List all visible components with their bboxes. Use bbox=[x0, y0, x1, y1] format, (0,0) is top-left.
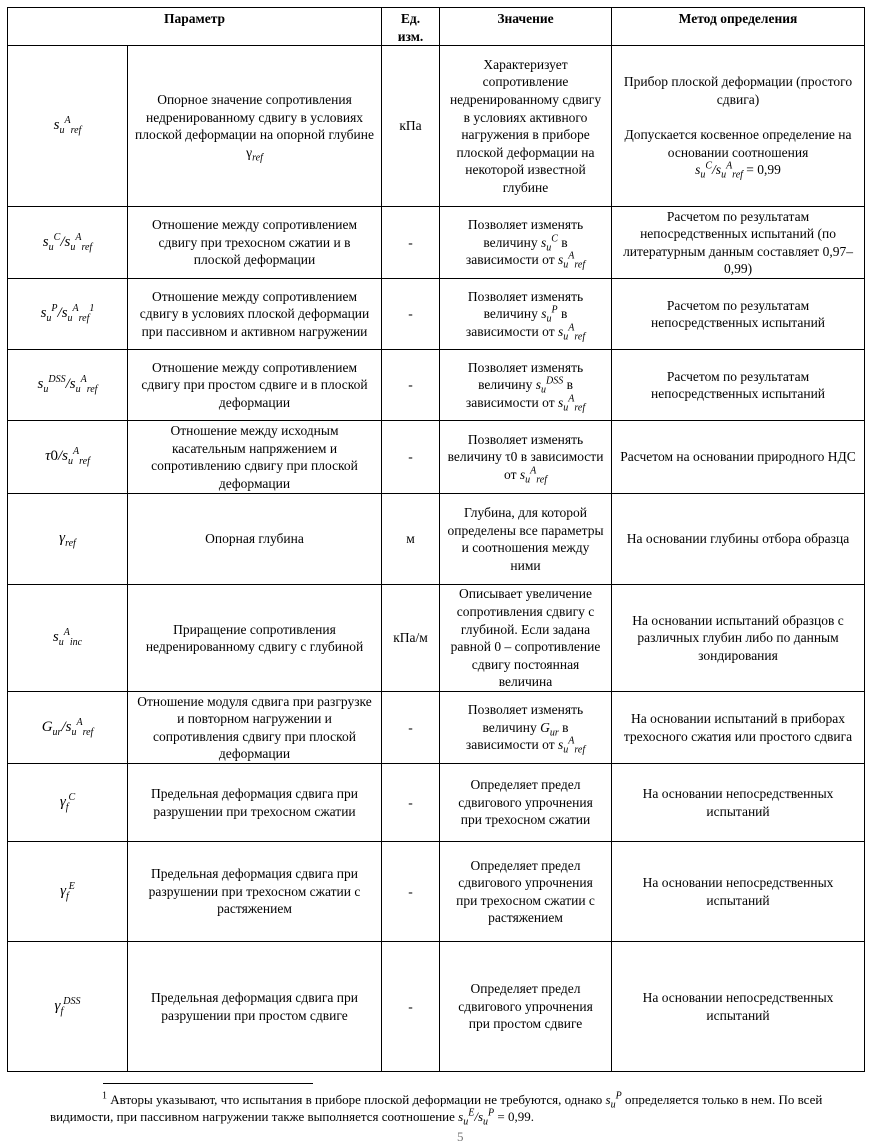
text-segment: ref bbox=[536, 474, 547, 486]
symbol-cell bbox=[8, 692, 128, 764]
text-segment: γ bbox=[59, 530, 66, 547]
text-segment: A bbox=[568, 735, 575, 747]
description-cell bbox=[128, 350, 382, 421]
text-segment: Расчетом по результатам непосредственных испытаний bbox=[651, 368, 826, 402]
value-cell bbox=[440, 692, 612, 764]
header-param: Параметр bbox=[8, 8, 382, 46]
text-segment: A bbox=[63, 627, 70, 639]
text-segment: /s bbox=[57, 305, 68, 322]
text-segment: A bbox=[530, 465, 537, 477]
text-segment: На основании испытаний образцов с различных глубин либо по данным зондирования bbox=[632, 612, 844, 663]
text-segment: Опорная глубина bbox=[205, 531, 304, 547]
text-segment: u bbox=[70, 241, 76, 253]
text-segment: u bbox=[546, 314, 552, 326]
table-row bbox=[8, 842, 865, 942]
method-cell bbox=[612, 494, 865, 585]
method-cell bbox=[612, 279, 865, 350]
value-cell bbox=[440, 764, 612, 842]
text-segment: A bbox=[72, 303, 79, 315]
text-segment: s bbox=[40, 305, 47, 322]
text-segment: f bbox=[60, 1005, 64, 1017]
text-segment: На основании испытаний в приборах трехосного сжатия или простого сдвига bbox=[623, 711, 853, 744]
table-row bbox=[8, 207, 865, 279]
method-cell bbox=[612, 46, 865, 207]
text-segment: в зависимости от bbox=[465, 719, 569, 753]
text-segment: На основании глубины отбора образца bbox=[626, 531, 850, 547]
text-segment: Расчетом по результатам непосредственных испытаний bbox=[651, 297, 826, 331]
value-cell bbox=[440, 494, 612, 585]
text-segment: u bbox=[700, 170, 706, 182]
text-segment: γ bbox=[60, 882, 67, 899]
text-segment: u bbox=[540, 385, 546, 397]
description-cell bbox=[128, 207, 382, 279]
text-segment: 0 bbox=[510, 449, 518, 465]
symbol-cell bbox=[8, 421, 128, 494]
symbol-cell bbox=[8, 764, 128, 842]
text-segment: Глубина, для которой определены все параметры и соотношения между ними bbox=[447, 505, 604, 573]
value-cell bbox=[440, 942, 612, 1072]
unit-cell: - bbox=[382, 350, 440, 421]
symbol-cell bbox=[8, 279, 128, 350]
text-segment: ref bbox=[574, 260, 586, 272]
text-segment: u bbox=[59, 125, 65, 137]
text-segment: Позволяет изменять величину bbox=[467, 702, 584, 735]
text-segment: γ bbox=[59, 793, 66, 810]
method-cell bbox=[612, 350, 865, 421]
text-segment: s bbox=[519, 466, 526, 482]
text-segment: s bbox=[42, 233, 49, 250]
text-segment: Предельная деформация сдвига при разрушении при простом сдвиге bbox=[151, 990, 358, 1023]
method-cell bbox=[612, 942, 865, 1072]
text-segment: ref bbox=[574, 402, 586, 414]
page-number: 5 bbox=[457, 1129, 464, 1144]
value-cell bbox=[440, 207, 612, 279]
text-segment: Определяет предел сдвигового упрочнения при трехосном сжатии bbox=[458, 777, 593, 828]
table-row bbox=[8, 942, 865, 1072]
text-segment: /s bbox=[65, 376, 76, 393]
text-segment: Позволяет изменять величину bbox=[467, 217, 584, 250]
text-segment: P bbox=[51, 303, 58, 315]
footnote-text bbox=[50, 1090, 823, 1128]
text-segment: Расчетом на основании природного НДС bbox=[620, 449, 856, 465]
table-row bbox=[8, 350, 865, 421]
text-segment: s bbox=[53, 117, 60, 134]
text-segment: C bbox=[705, 160, 713, 172]
value-cell bbox=[440, 279, 612, 350]
text-segment: s bbox=[37, 376, 44, 393]
symbol-cell bbox=[8, 350, 128, 421]
text-segment: s bbox=[558, 394, 564, 410]
text-segment: ref bbox=[574, 745, 586, 757]
text-segment: Отношение между сопротивлением сдвигу при простом сдвиге и в плоской деформации bbox=[141, 359, 368, 410]
value-cell bbox=[440, 421, 612, 494]
footnote-separator bbox=[103, 1083, 313, 1084]
text-segment: Расчетом по результатам непосредственных испытаний (по литературным данным составляет 0,97–0,99) bbox=[623, 208, 853, 277]
text-segment: u bbox=[68, 456, 74, 468]
method-cell bbox=[612, 842, 865, 942]
description-cell bbox=[128, 842, 382, 942]
table-row bbox=[8, 494, 865, 585]
table-row bbox=[8, 279, 865, 350]
unit-cell: - bbox=[382, 842, 440, 942]
unit-cell: - bbox=[382, 207, 440, 279]
table-row bbox=[8, 421, 865, 494]
text-segment: C bbox=[68, 791, 76, 803]
description-cell bbox=[128, 585, 382, 692]
text-segment: /s bbox=[61, 718, 72, 735]
text-segment: s bbox=[558, 737, 564, 753]
text-segment: ref bbox=[574, 331, 586, 343]
text-segment: Отношение между сопротивлением сдвигу при трехосном сжатии и в плоской деформации bbox=[152, 217, 358, 268]
text-segment: Предельная деформация сдвига при разрушении при трехосном сжатии с растяжением bbox=[148, 866, 361, 917]
text-segment: /s bbox=[60, 233, 71, 250]
unit-cell: - bbox=[382, 942, 440, 1072]
text-segment: A bbox=[73, 446, 80, 458]
text-segment: u bbox=[563, 331, 569, 343]
text-segment: в зависимости от bbox=[465, 306, 568, 339]
text-segment: u bbox=[563, 260, 569, 272]
text-segment: в зависимости от bbox=[504, 449, 604, 482]
description-cell bbox=[128, 764, 382, 842]
text-segment: s bbox=[558, 252, 564, 268]
value-cell bbox=[440, 585, 612, 692]
text-segment: Прибор плоской деформации (простого сдвига) bbox=[623, 74, 853, 107]
description-cell bbox=[128, 494, 382, 585]
text-segment: u bbox=[563, 402, 569, 414]
symbol-cell bbox=[8, 942, 128, 1072]
text-segment: Определяет предел сдвигового упрочнения при трехосном сжатии с растяжением bbox=[456, 857, 595, 926]
text-segment: На основании непосредственных испытаний bbox=[642, 875, 834, 908]
footnote bbox=[50, 1090, 840, 1128]
text-segment: Опорное значение сопротивления недренированному сдвигу в условиях плоской деформации на опорной глубине γ bbox=[135, 92, 374, 160]
unit-cell: - bbox=[382, 421, 440, 494]
text-segment: G bbox=[540, 719, 550, 735]
text-segment: G bbox=[41, 718, 53, 735]
text-segment: s bbox=[695, 162, 701, 178]
symbol-cell bbox=[8, 494, 128, 585]
text-segment: ur bbox=[52, 726, 62, 738]
method-cell bbox=[612, 421, 865, 494]
description-cell bbox=[128, 942, 382, 1072]
text-segment: u bbox=[43, 384, 49, 396]
method-cell bbox=[612, 207, 865, 279]
text-segment: P bbox=[551, 304, 558, 316]
text-segment: E bbox=[468, 1107, 475, 1119]
text-segment: u bbox=[525, 474, 531, 486]
table-row bbox=[8, 585, 865, 692]
text-segment: Авторы указывают, что испытания в приборе плоской деформации не требуются, однако bbox=[107, 1092, 606, 1107]
unit-cell: - bbox=[382, 692, 440, 764]
text-segment: u bbox=[546, 242, 552, 254]
text-segment: A bbox=[75, 231, 82, 243]
text-segment: ref bbox=[70, 125, 82, 137]
text-segment: A bbox=[568, 393, 575, 405]
parameters-table bbox=[7, 7, 865, 1072]
text-segment: ref bbox=[86, 384, 98, 396]
text-segment: /s bbox=[712, 162, 722, 178]
text-segment: u bbox=[46, 313, 52, 325]
text-segment: P bbox=[615, 1090, 622, 1102]
text-segment: u bbox=[75, 384, 81, 396]
text-segment: s bbox=[540, 234, 547, 250]
text-segment: ref bbox=[78, 313, 90, 325]
text-segment: На основании непосредственных испытаний bbox=[642, 990, 834, 1023]
text-segment: A bbox=[568, 250, 575, 262]
text-segment: u bbox=[463, 1116, 469, 1128]
table-header-row bbox=[8, 8, 865, 46]
text-segment: ref bbox=[82, 726, 94, 738]
description-cell bbox=[128, 46, 382, 207]
method-cell bbox=[612, 585, 865, 692]
method-cell bbox=[612, 692, 865, 764]
text-segment: Описывает увеличение сопротивления сдвигу с глубиной. Если задана равной 0 – сопротивление сдвигу постоянная величина bbox=[450, 586, 601, 690]
unit-cell: - bbox=[382, 279, 440, 350]
text-segment: Позволяет изменять величину bbox=[467, 359, 584, 393]
text-segment: s bbox=[541, 306, 547, 322]
unit-cell: кПа/м bbox=[382, 585, 440, 692]
text-segment: DSS bbox=[63, 995, 81, 1007]
text-segment: E bbox=[68, 880, 75, 892]
text-segment: /s bbox=[58, 448, 69, 465]
header-unit: Ед. изм. bbox=[382, 8, 440, 46]
text-segment: определяется только в нем. По всей видимости, при пассивном нагружении также выполняется соотношение bbox=[50, 1092, 823, 1124]
text-segment: ref bbox=[79, 456, 90, 468]
text-segment: A bbox=[80, 374, 87, 386]
text-segment: 1 bbox=[102, 1090, 107, 1102]
text-segment: = 0,99. bbox=[494, 1109, 534, 1124]
text-segment: f bbox=[66, 890, 69, 902]
table-row bbox=[8, 764, 865, 842]
text-segment: /s bbox=[474, 1109, 483, 1124]
text-segment: s bbox=[605, 1092, 611, 1107]
text-segment: Определяет предел сдвигового упрочнения при простом сдвиге bbox=[458, 981, 593, 1032]
text-segment: s bbox=[52, 629, 59, 646]
text-segment: Отношение между сопротивлением сдвигу в условиях плоской деформации при пассивном и активном нагружении bbox=[139, 288, 370, 339]
text-segment: C bbox=[551, 233, 558, 245]
text-segment: A bbox=[568, 322, 575, 334]
text-segment: в зависимости от bbox=[465, 234, 568, 268]
text-segment: A bbox=[726, 160, 733, 172]
description-cell bbox=[128, 692, 382, 764]
text-segment: u bbox=[610, 1099, 616, 1111]
header-value: Значение bbox=[440, 8, 612, 46]
text-segment: u bbox=[71, 726, 77, 738]
symbol-cell bbox=[8, 585, 128, 692]
description-cell bbox=[128, 421, 382, 494]
text-segment: 0 bbox=[50, 448, 58, 465]
header-method: Метод определения bbox=[612, 8, 865, 46]
text-segment: s bbox=[458, 1109, 464, 1124]
text-segment: C bbox=[53, 231, 61, 243]
text-segment: DSS bbox=[545, 375, 564, 387]
symbol-cell bbox=[8, 46, 128, 207]
text-segment: Допускается косвенное определение на основании соотношения bbox=[624, 127, 852, 160]
text-segment: u bbox=[58, 637, 64, 649]
text-segment: ref bbox=[732, 170, 743, 182]
text-segment: inc bbox=[69, 637, 83, 649]
text-segment: Отношение модуля сдвига при разгрузке и повторном нагружении и сопротивления сдвигу при плоской деформации bbox=[137, 693, 372, 762]
text-segment: A bbox=[76, 716, 83, 728]
table-row bbox=[8, 692, 865, 764]
text-segment: в зависимости от bbox=[465, 377, 573, 410]
value-cell bbox=[440, 46, 612, 207]
text-segment: u bbox=[67, 313, 73, 325]
text-segment: f bbox=[65, 801, 69, 813]
text-segment: s bbox=[558, 323, 564, 339]
unit-cell: - bbox=[382, 764, 440, 842]
text-segment: P bbox=[488, 1107, 495, 1119]
text-segment: A bbox=[64, 115, 71, 127]
description-cell bbox=[128, 279, 382, 350]
text-segment: Отношение между исходным касательным напряжением и сопротивлению сдвигу при плоской деформации bbox=[151, 423, 358, 491]
text-segment: ref bbox=[252, 152, 263, 164]
text-segment: u bbox=[563, 745, 569, 757]
value-cell bbox=[440, 350, 612, 421]
unit-cell: кПа bbox=[382, 46, 440, 207]
text-segment: Позволяет изменять величину bbox=[467, 288, 584, 322]
text-segment: u bbox=[483, 1116, 488, 1128]
text-segment: Позволяет изменять величину τ bbox=[447, 431, 584, 465]
text-segment: DSS bbox=[48, 374, 66, 386]
text-segment: ref bbox=[81, 241, 93, 253]
symbol-cell bbox=[8, 842, 128, 942]
text-segment: Приращение сопротивления недренированному сдвигу с глубиной bbox=[145, 621, 364, 655]
text-segment: γ bbox=[54, 997, 61, 1014]
text-segment: 1 bbox=[89, 303, 95, 315]
text-segment: ref bbox=[65, 538, 76, 550]
value-cell bbox=[440, 842, 612, 942]
text-segment: На основании непосредственных испытаний bbox=[642, 786, 834, 819]
text-segment: u bbox=[721, 170, 727, 182]
text-segment: ur bbox=[549, 727, 559, 739]
method-cell bbox=[612, 764, 865, 842]
table-row bbox=[8, 46, 865, 207]
text-segment: Характеризует сопротивление недренированному сдвигу в условиях активного нагружения в приборе плоской деформации на некоторой известной глубине bbox=[449, 56, 602, 195]
text-segment: u bbox=[48, 241, 54, 253]
text-segment: = 0,99 bbox=[742, 162, 781, 178]
text-segment: s bbox=[535, 377, 541, 393]
text-segment: Предельная деформация сдвига при разрушении при трехосном сжатии bbox=[151, 786, 358, 819]
text-segment: τ bbox=[45, 448, 51, 465]
unit-cell: м bbox=[382, 494, 440, 585]
symbol-cell bbox=[8, 207, 128, 279]
